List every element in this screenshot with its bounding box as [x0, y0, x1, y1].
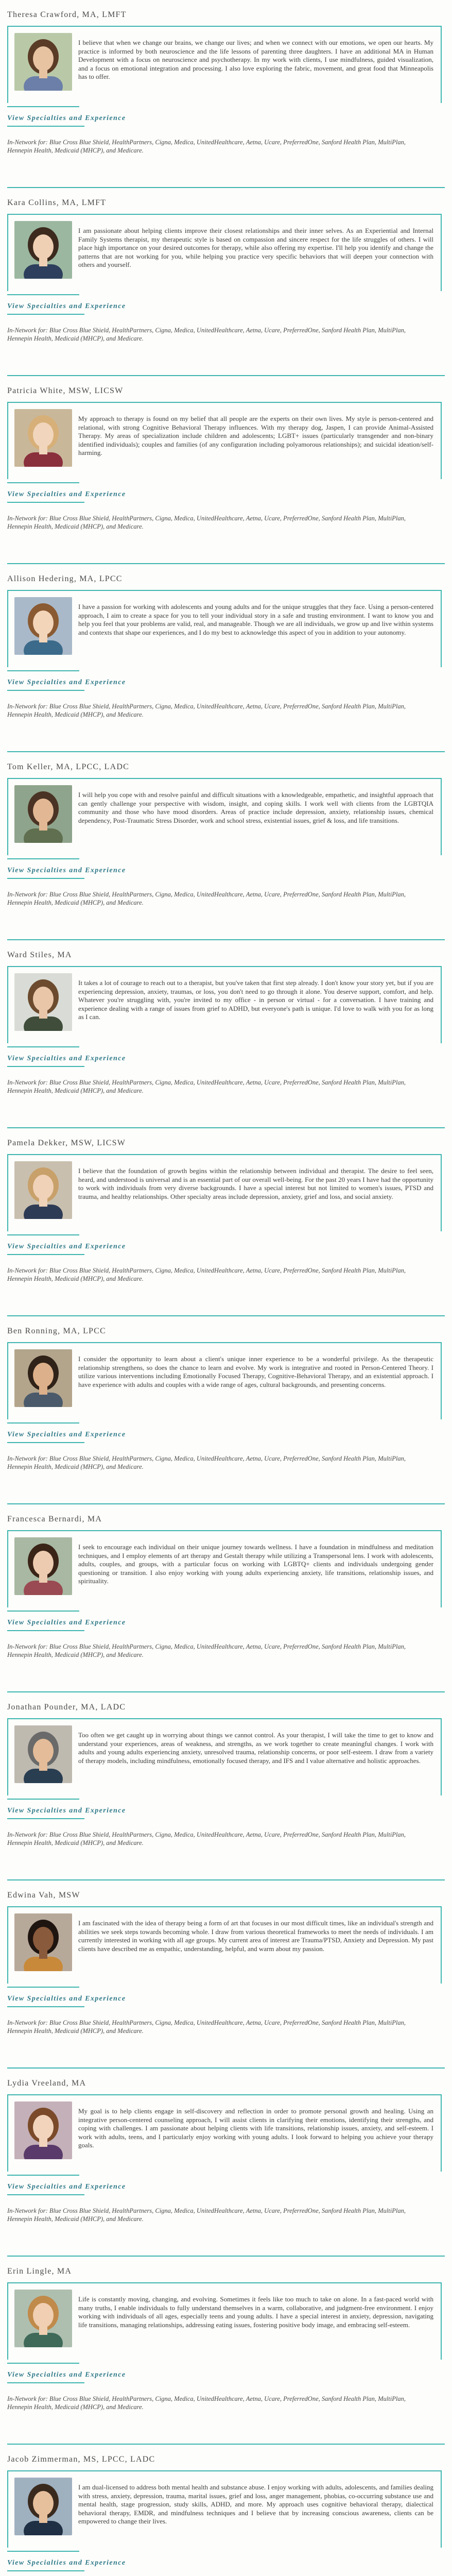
view-specialties-link[interactable]: View Specialties and Experience: [7, 1619, 126, 1626]
profile-card: [7, 1154, 442, 1231]
profile-card: [7, 1530, 442, 1607]
therapist-bio: My approach to therapy is found on my belief that all people are the experts on their own lives. My style is person-centered and relational, with strong Cognitive Behavioral Therapy influences. With my therapy dog, Jaspen, I can provide Animal-Assisted Therapy. My areas of specialization include children and adolescents; LGBT+ issues (particularly transgender and non-binary identified individuals); couples and families (of any configuration including polyamorous relationships); and suicidal ideation/self-harming.: [78, 415, 433, 456]
therapist-photo: [14, 2102, 72, 2159]
therapist-photo: [14, 1537, 72, 1595]
therapist-bio: I am fascinated with the idea of therapy being a form of art that focuses in our most difficult times, like an individual's strength and abilities we seek steps towards becoming whole. I draw from various theoretical frameworks to meet the needs of individuals. I am currently interested in working with all age groups. My current area of interest are Trauma/PTSD, Anxiety and Depression. My past clients have described me as empathic, understanding, helpful, and warm about my passion.: [78, 1919, 433, 1953]
view-specialties-link[interactable]: View Specialties and Experience: [7, 679, 126, 686]
portrait-image: [14, 1913, 72, 1971]
view-specialties-link[interactable]: View Specialties and Experience: [7, 1243, 126, 1250]
divider: [7, 502, 84, 503]
portrait-image: [14, 33, 72, 91]
therapist-photo: [14, 1161, 72, 1219]
insurance-network-note: In-Network for: Blue Cross Blue Shield, HealthPartners, Cigna, Medica, UnitedHealthcare, Aetna, Ucare, PreferredOne, Sanford Health Plan, MultiPlan, Hennepin Health, Medicaid (MHCP), and Medicare.: [7, 139, 406, 154]
divider: [7, 482, 79, 483]
therapist-bio: It takes a lot of courage to reach out to a therapist, but you've taken that first step already. I don't know your story yet, but if you are experiencing depression, anxiety, traumas, or loss, you don't need to go through it alone. You deserve support, comfort, and help. Whatever you're struggling with, you're invited to my office - in person or virtual - for a conversation. I have training and experience dealing with a range of issues from grief to ADHD, but everyone's path is unique. I'd love to walk with you for as long as I can.: [78, 979, 433, 1021]
divider: [7, 294, 79, 295]
divider: [7, 1254, 84, 1255]
divider: [7, 106, 79, 107]
divider: [7, 314, 84, 315]
profile-card: [7, 966, 442, 1043]
therapist-profile: [7, 1880, 445, 2069]
insurance-network-note: In-Network for: Blue Cross Blue Shield, HealthPartners, Cigna, Medica, UnitedHealthcare, Aetna, Ucare, PreferredOne, Sanford Health Plan, MultiPlan, Hennepin Health, Medicaid (MHCP), and Medicare.: [7, 891, 406, 906]
divider: [7, 1046, 79, 1047]
therapist-name: Patricia White, MSW, LICSW: [7, 386, 124, 395]
therapist-name: Jonathan Pounder, MA, LADC: [7, 1703, 126, 1711]
therapist-bio: My goal is to help clients engage in self-discovery and reflection in order to promote personal growth and healing. Using an integrative person-centered counseling approach, I will assist clients in clarifying their emotions, identifying their strengths, and coping with challenges. I am passionate about helping clients with life transitions, relationship issues, anxiety, and self-esteem. I work with adults, teens, and I particularly enjoy working with young adults. I look forward to helping you achieve your therapy goals.: [78, 2107, 433, 2149]
therapist-profile: [7, 376, 445, 564]
divider: [7, 126, 84, 127]
therapist-profile: [7, 2445, 445, 2576]
therapist-profile: [7, 188, 445, 376]
profile-card: [7, 214, 442, 291]
therapist-bio: I seek to encourage each individual on their unique journey towards wellness. I have a foundation in mindfulness and meditation techniques, and I employ elements of art therapy and Gestalt therapy while utilizing a Transpersonal lens. I work with adolescents, adults, couples, and groups, with a particular focus on working with LGBTQ+ clients and individuals undergoing gender questioning or transition. I also enjoy working with young adults experiencing anxiety, life transitions, relationship issues, and spirituality.: [78, 1543, 433, 1585]
therapist-photo: [14, 1349, 72, 1407]
portrait-image: [14, 785, 72, 843]
profile-card: [7, 402, 442, 479]
therapist-photo: [14, 2290, 72, 2347]
divider: [7, 690, 84, 691]
therapist-bio: Life is constantly moving, changing, and evolving. Sometimes it feels like too much to take on alone. In a fast-paced world with many truths, I enable individuals to fully understand themselves in a warm, collaborative, and judgment-free environment. I enjoy working with individuals of all ages, especially teens and young adults. I have a special interest in anxiety, depression, navigating life transitions, managing relationships, addressing eating issues, fostering positive body image, and embracing self-esteem.: [78, 2295, 433, 2329]
view-specialties-link[interactable]: View Specialties and Experience: [7, 490, 126, 498]
profile-card: [7, 590, 442, 667]
therapist-photo: [14, 409, 72, 467]
insurance-network-note: In-Network for: Blue Cross Blue Shield, HealthPartners, Cigna, Medica, UnitedHealthcare, Aetna, Ucare, PreferredOne, Sanford Health Plan, MultiPlan, Hennepin Health, Medicaid (MHCP), and Medicare.: [7, 1455, 406, 1470]
therapist-profile: [7, 1316, 445, 1504]
insurance-network-note: In-Network for: Blue Cross Blue Shield, HealthPartners, Cigna, Medica, UnitedHealthcare, Aetna, Ucare, PreferredOne, Sanford Health Plan, MultiPlan, Hennepin Health, Medicaid (MHCP), and Medicare.: [7, 2019, 406, 2035]
profile-card: [7, 2094, 442, 2172]
insurance-network-note: In-Network for: Blue Cross Blue Shield, HealthPartners, Cigna, Medica, UnitedHealthcare, Aetna, Ucare, PreferredOne, Sanford Health Plan, MultiPlan, Hennepin Health, Medicaid (MHCP), and Medicare.: [7, 1267, 406, 1282]
insurance-network-note: In-Network for: Blue Cross Blue Shield, HealthPartners, Cigna, Medica, UnitedHealthcare, Aetna, Ucare, PreferredOne, Sanford Health Plan, MultiPlan, Hennepin Health, Medicaid (MHCP), and Medicare.: [7, 2395, 406, 2411]
therapist-photo: [14, 2478, 72, 2535]
therapist-bio: I believe that the foundation of growth begins within the relationship between individual and therapist. The desire to feel seen, heard, and understood is universal and is an essential part of our overall well-being. For the past 20 years I have had the opportunity to work with individuals from very diverse backgrounds. I have a special interest but not limited to women's issues, PTSD and trauma, and healthy relationships. Other specialty areas include depression, anxiety, grief and loss, and social anxiety.: [78, 1167, 433, 1200]
therapist-profile: [7, 940, 445, 1128]
therapist-photo: [14, 973, 72, 1031]
divider: [7, 1442, 84, 1443]
therapist-photo: [14, 33, 72, 91]
view-specialties-link[interactable]: View Specialties and Experience: [7, 2183, 126, 2191]
divider: [7, 1818, 84, 1819]
portrait-image: [14, 973, 72, 1031]
view-specialties-link[interactable]: View Specialties and Experience: [7, 114, 126, 122]
insurance-network-note: In-Network for: Blue Cross Blue Shield, HealthPartners, Cigna, Medica, UnitedHealthcare, Aetna, Ucare, PreferredOne, Sanford Health Plan, MultiPlan, Hennepin Health, Medicaid (MHCP), and Medicare.: [7, 515, 406, 530]
therapist-name: Tom Keller, MA, LPCC, LADC: [7, 762, 129, 771]
therapist-profile: [7, 752, 445, 940]
therapist-name: Francesca Bernardi, MA: [7, 1515, 102, 1523]
therapist-name: Allison Hedering, MA, LPCC: [7, 574, 123, 583]
therapist-photo: [14, 597, 72, 655]
view-specialties-link[interactable]: View Specialties and Experience: [7, 1055, 126, 1062]
portrait-image: [14, 1725, 72, 1783]
divider: [7, 1422, 79, 1423]
profile-card: [7, 2470, 442, 2548]
therapist-profile: [7, 1692, 445, 1880]
divider: [7, 2570, 84, 2571]
portrait-image: [14, 1349, 72, 1407]
divider: [7, 2175, 79, 2176]
view-specialties-link[interactable]: View Specialties and Experience: [7, 2371, 126, 2379]
view-specialties-link[interactable]: View Specialties and Experience: [7, 2559, 126, 2567]
insurance-network-note: In-Network for: Blue Cross Blue Shield, HealthPartners, Cigna, Medica, UnitedHealthcare, Aetna, Ucare, PreferredOne, Sanford Health Plan, MultiPlan, Hennepin Health, Medicaid (MHCP), and Medicare.: [7, 327, 406, 342]
therapist-profile: [7, 2257, 445, 2445]
insurance-network-note: In-Network for: Blue Cross Blue Shield, HealthPartners, Cigna, Medica, UnitedHealthcare, Aetna, Ucare, PreferredOne, Sanford Health Plan, MultiPlan, Hennepin Health, Medicaid (MHCP), and Medicare.: [7, 703, 406, 718]
therapist-bio: Too often we get caught up in worrying about things we cannot control. As your therapist, I will take the time to get to know and understand your experiences, areas of weakness, and strengths, as we work together to create meaningful changes. I work with adults and young adults experiencing anxiety, unresolved trauma, relationship concerns, or poor self-esteem. I draw from a variety of therapy models, including mindfulness, emotionally focused therapy, and IFS and I value alternative and holistic approaches.: [78, 1731, 433, 1765]
portrait-image: [14, 597, 72, 655]
divider: [7, 1234, 79, 1235]
divider: [7, 1799, 79, 1800]
view-specialties-link[interactable]: View Specialties and Experience: [7, 1431, 126, 1438]
portrait-image: [14, 221, 72, 279]
divider: [7, 858, 79, 859]
therapist-name: Erin Lingle, MA: [7, 2267, 72, 2276]
divider: [7, 1066, 84, 1067]
profile-card: [7, 2282, 442, 2360]
divider: [7, 2551, 79, 2552]
view-specialties-link[interactable]: View Specialties and Experience: [7, 1995, 126, 2003]
therapist-name: Ward Stiles, MA: [7, 951, 72, 959]
divider: [7, 878, 84, 879]
portrait-image: [14, 409, 72, 467]
therapist-name: Lydia Vreeland, MA: [7, 2079, 86, 2088]
therapist-bio: I am passionate about helping clients improve their closest relationships and their inner selves. As an Experiential and Internal Family Systems therapist, my therapeutic style is based on compassion and sincere respect for the life struggles of others. I will place high importance on your desired outcomes for therapy, while also offering my expertise. I'll help you identify and change the patterns that are not working for you, while helping you practice very specific behaviors that will deepen your connection with others and yourself.: [78, 227, 433, 268]
divider: [7, 2382, 84, 2383]
portrait-image: [14, 2478, 72, 2535]
profile-card: [7, 1718, 442, 1795]
portrait-image: [14, 2290, 72, 2347]
insurance-network-note: In-Network for: Blue Cross Blue Shield, HealthPartners, Cigna, Medica, UnitedHealthcare, Aetna, Ucare, PreferredOne, Sanford Health Plan, MultiPlan, Hennepin Health, Medicaid (MHCP), and Medicare.: [7, 1079, 406, 1094]
portrait-image: [14, 1161, 72, 1219]
therapist-profile: [7, 2069, 445, 2257]
therapist-name: Kara Collins, MA, LMFT: [7, 198, 107, 207]
therapist-bio: I believe that when we change our brains, we change our lives; and when we connect with our emotions, we open our hearts. My practice is informed by both neuroscience and the life lessons of parenting three daughters. I have an additional MA in Human Development with a focus on neuroscience and psychotherapy. In my work with clients, I use mindfulness, guided visualization, and a focus on emotional integration and processing. I also love exploring the fabric, movement, and great food that Minneapolis has to offer.: [78, 39, 433, 80]
therapist-photo: [14, 785, 72, 843]
therapist-name: Edwina Vah, MSW: [7, 1891, 80, 1900]
divider: [7, 670, 79, 671]
therapist-photo: [14, 1913, 72, 1971]
divider: [7, 1987, 79, 1988]
divider: [7, 1630, 84, 1631]
portrait-image: [14, 1537, 72, 1595]
divider: [7, 2194, 84, 2195]
profile-card: [7, 1342, 442, 1419]
profile-card: [7, 1906, 442, 1984]
therapist-name: Ben Ronning, MA, LPCC: [7, 1327, 106, 1335]
profile-card: [7, 778, 442, 855]
portrait-image: [14, 2102, 72, 2159]
therapist-profile: [7, 564, 445, 752]
therapist-bio: I consider the opportunity to learn about a client's unique inner experience to be a wonderful privilege. As the therapeutic relationship strengthens, so does the chance to learn and evolve. My work is integrative and rooted in Person-Centered Theory. I utilize various interventions including Emotionally Focused Therapy, Cognitive-Behavioral Therapy, and an existential approach. I have experience with adults and couples with a wide range of ages, cultural backgrounds, and presenting concerns.: [78, 1355, 433, 1388]
divider: [7, 1611, 79, 1612]
divider: [7, 2363, 79, 2364]
view-specialties-link[interactable]: View Specialties and Experience: [7, 867, 126, 874]
therapist-name: Jacob Zimmerman, MS, LPCC, LADC: [7, 2455, 155, 2464]
therapist-photo: [14, 1725, 72, 1783]
therapist-photo: [14, 221, 72, 279]
therapist-name: Theresa Crawford, MA, LMFT: [7, 10, 127, 19]
therapist-profile: [7, 1504, 445, 1692]
view-specialties-link[interactable]: View Specialties and Experience: [7, 1807, 126, 1815]
therapist-bio: I will help you cope with and resolve painful and difficult situations with a knowledgeable, empathetic, and insightful approach that can gently challenge your perspective with wisdom, insight, and coping skills. I work well with clients from the LGBTQIA community and those who have mood disorders. Areas of practice include depression, anxiety, relationship issues, chemical dependency, Post-Traumatic Stress Disorder, work and school stress, existential issues, grief & loss, and life transitions.: [78, 791, 433, 824]
therapist-bio: I am dual-licensed to address both mental health and substance abuse. I enjoy working with adults, adolescents, and families dealing with stress, anxiety, depression, trauma, marital issues, grief and loss, anger management, phobias, co-occurring substance use and mental health, stage progression, study skills, ADHD, and more. My approach uses cognitive behavioral therapy, dialectical behavioral therapy, EMDR, and mindfulness techniques and I believe that by increasing conscious awareness, clients can be empowered to change their lives.: [78, 2483, 433, 2525]
insurance-network-note: In-Network for: Blue Cross Blue Shield, HealthPartners, Cigna, Medica, UnitedHealthcare, Aetna, Ucare, PreferredOne, Sanford Health Plan, MultiPlan, Hennepin Health, Medicaid (MHCP), and Medicare.: [7, 2207, 406, 2223]
therapist-profile: [7, 0, 445, 188]
therapist-bio: I have a passion for working with adolescents and young adults and for the unique struggles that they face. Using a person-centered approach, I aim to create a space for you to tell your individual story in a safe and trusting environment. I want to know you and help you feel that your problems are valid, real, and manageable. Though we are all individuals, we grow up and live within systems and contexts that shape our experiences, and I do my best to acknowledge this aspect of you in addition to your autonomy.: [78, 603, 433, 636]
view-specialties-link[interactable]: View Specialties and Experience: [7, 302, 126, 310]
divider: [7, 2006, 84, 2007]
insurance-network-note: In-Network for: Blue Cross Blue Shield, HealthPartners, Cigna, Medica, UnitedHealthcare, Aetna, Ucare, PreferredOne, Sanford Health Plan, MultiPlan, Hennepin Health, Medicaid (MHCP), and Medicare.: [7, 1831, 406, 1846]
therapist-name: Pamela Dekker, MSW, LICSW: [7, 1139, 126, 1147]
profile-card: [7, 26, 442, 103]
therapist-profile: [7, 1128, 445, 1316]
insurance-network-note: In-Network for: Blue Cross Blue Shield, HealthPartners, Cigna, Medica, UnitedHealthcare, Aetna, Ucare, PreferredOne, Sanford Health Plan, MultiPlan, Hennepin Health, Medicaid (MHCP), and Medicare.: [7, 1643, 406, 1658]
